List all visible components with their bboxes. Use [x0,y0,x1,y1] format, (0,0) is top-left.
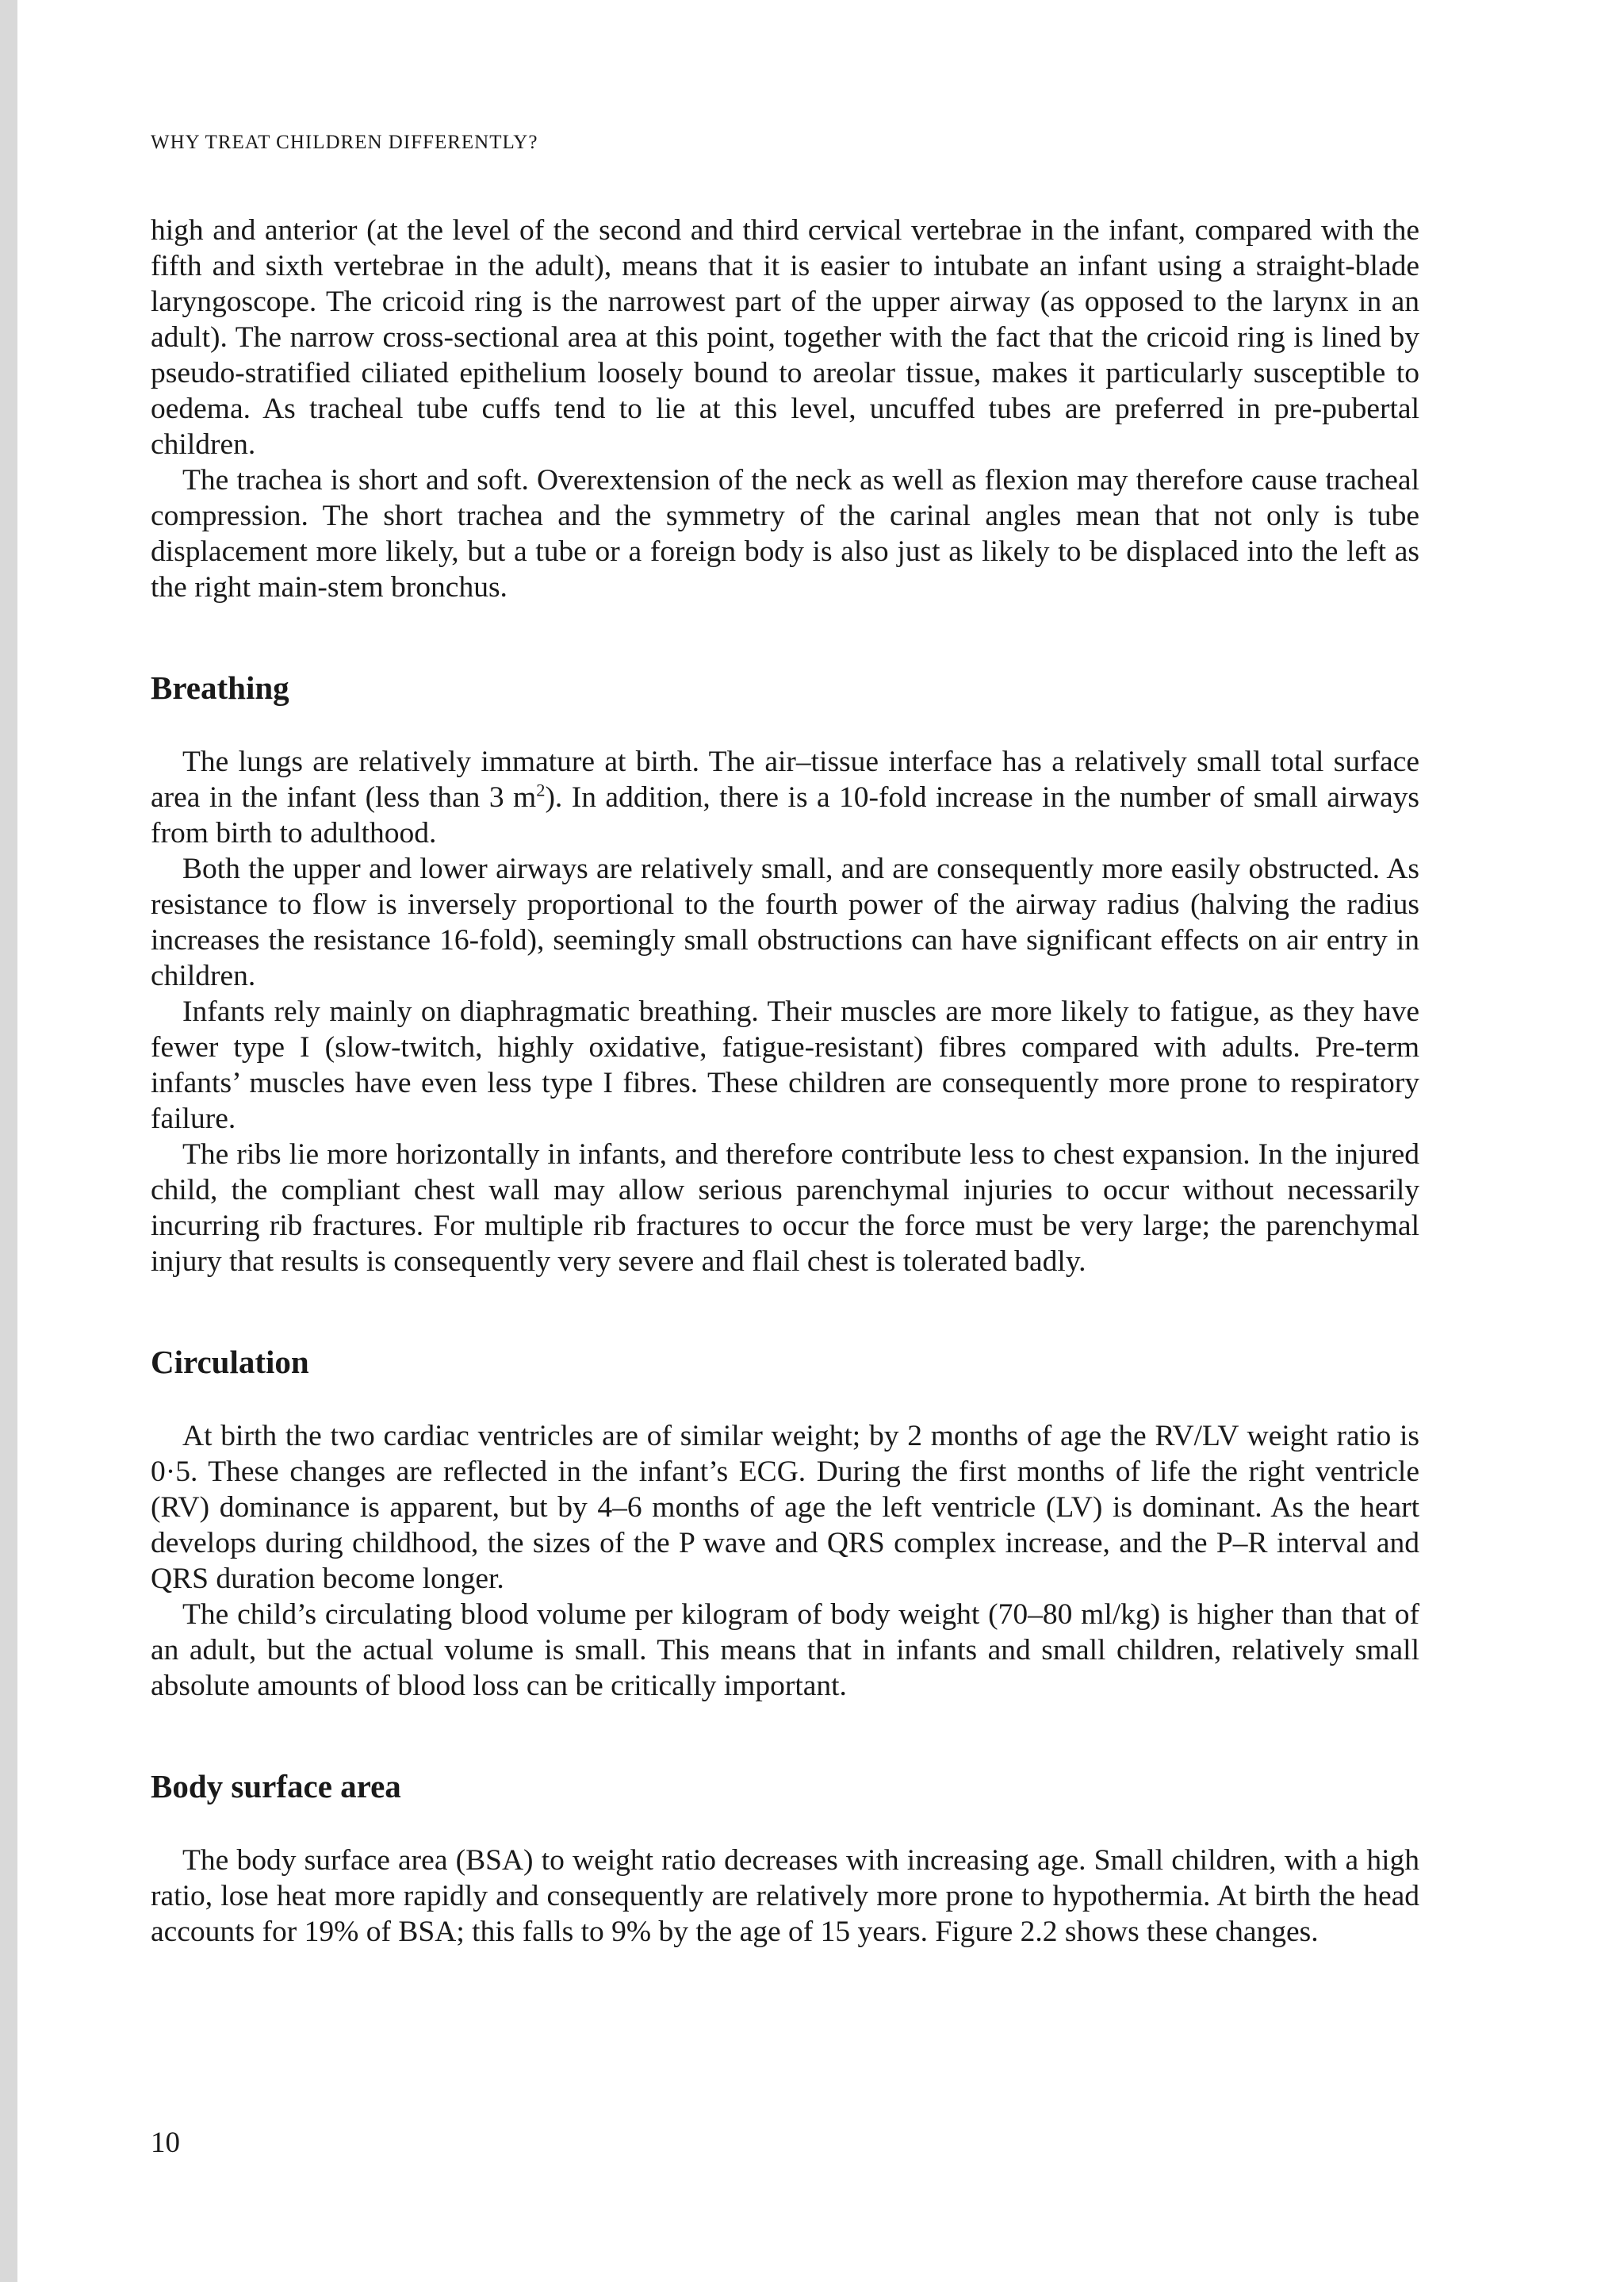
paragraph [151,744,1419,851]
text-run: The lungs are relatively immature at birth. The air–tissue interface has a relatively small total surface area in the infant (less than 3 m [151,746,1419,814]
section-heading-body-surface-area: Body surface area [151,1768,401,1805]
paragraph: The child’s circulating blood volume per kilogram of body weight (70–80 ml/kg) is higher than that of an adult, but the actual volume is small. This means that in infants and small children, relatively small absolute amounts of blood loss can be critically important. [151,1598,1419,1702]
running-head: WHY TREAT CHILDREN DIFFERENTLY? [151,132,538,153]
paragraph: The ribs lie more horizontally in infants, and therefore contribute less to chest expansion. In the injured child, the compliant chest wall may allow serious parenchymal injuries to occur without necessarily incurring rib fractures. For multiple rib fractures to occur the force must be very large; the parenchymal injury that results is consequently very severe and flail chest is tolerated badly. [151,1138,1419,1278]
section-heading-circulation: Circulation [151,1344,309,1380]
page-number: 10 [151,2127,180,2159]
paragraph: At birth the two cardiac ventricles are of similar weight; by 2 months of age the RV/LV weight ratio is 0·5. These changes are reflected in the infant’s ECG. During the first months of life the right ventricle (RV) dominance is apparent, but by 4–6 months of age the left ventricle (LV) is dominant. As the heart develops during childhood, the sizes of the P wave and QRS complex increase, and the P–R interval and QRS duration become longer. [151,1420,1419,1595]
paragraph: Infants rely mainly on diaphragmatic breathing. Their muscles are more likely to fatigue, as they have fewer type I (slow-twitch, highly oxidative, fatigue-resistant) fibres compared with adults. Pre-term infants’ muscles have even less type I fibres. These children are consequently more prone to respiratory failure. [151,995,1419,1135]
text-run: ). In addition, there is a 10-fold increase in the number of small airways from birth to adulthood. [151,781,1419,850]
paragraph: The body surface area (BSA) to weight ratio decreases with increasing age. Small children, with a high ratio, lose heat more rapidly and consequently are relatively more prone to hypothermia. At birth the head accounts for 19% of BSA; this falls to 9% by the age of 15 years. Figure 2.2 shows these changes. [151,1844,1419,1948]
section-heading-breathing: Breathing [151,669,289,706]
page-edge-shadow [0,0,17,2282]
page-body [151,213,1419,1950]
superscript: 2 [536,780,546,800]
paragraph: The trachea is short and soft. Overextension of the neck as well as flexion may therefore cause tracheal compression. The short trachea and the symmetry of the carinal angles mean that not only is tube displacement more likely, but a tube or a foreign body is also just as likely to be displaced into the left as the right main-stem bronchus. [151,464,1419,604]
paragraph: high and anterior (at the level of the second and third cervical vertebrae in the infant, compared with the fifth and sixth vertebrae in the adult), means that it is easier to intubate an infant using a straight-blade laryngoscope. The cricoid ring is the narrowest part of the upper airway (as opposed to the larynx in an adult). The narrow cross-sectional area at this point, together with the fact that the cricoid ring is lined by pseudo-stratified ciliated epithelium loosely bound to areolar tissue, makes it particularly susceptible to oedema. As tracheal tube cuffs tend to lie at this level, uncuffed tubes are preferred in pre-pubertal children. [151,214,1419,461]
paragraph: Both the upper and lower airways are relatively small, and are consequently more easily obstructed. As resistance to flow is inversely proportional to the fourth power of the airway radius (halving the radius increases the resistance 16-fold), seemingly small obstructions can have significant effects on air entry in children. [151,853,1419,992]
